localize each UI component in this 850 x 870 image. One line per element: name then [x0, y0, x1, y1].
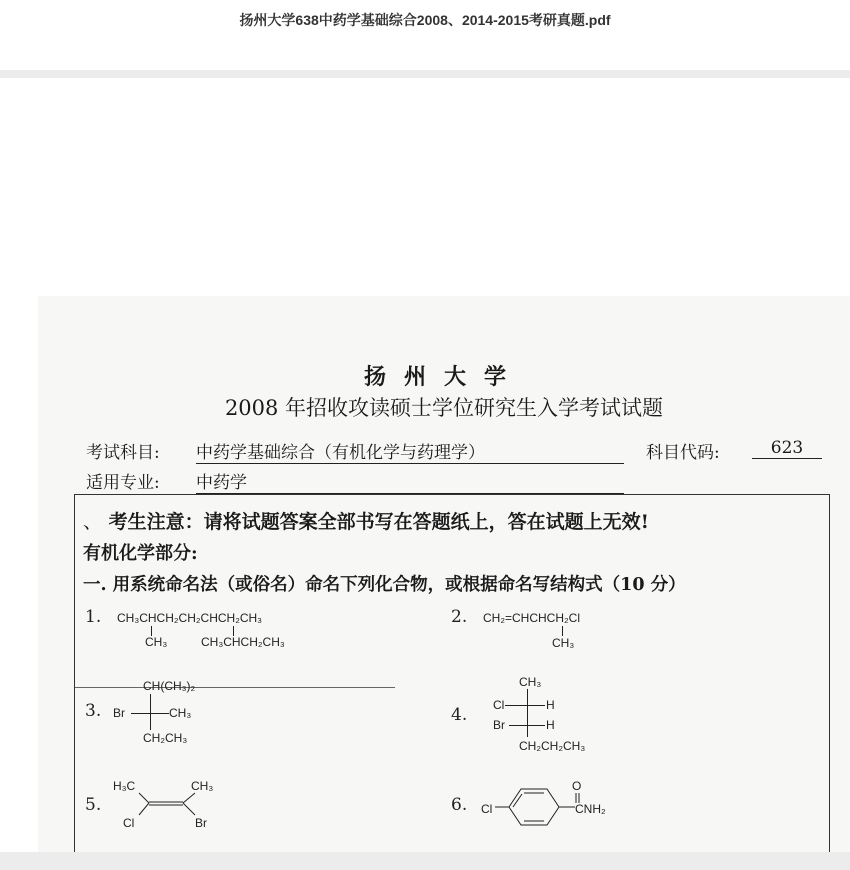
compound-6-oxygen: O [572, 779, 582, 793]
university-name: 扬州大学 [363, 364, 524, 390]
compound-4-bottom: CH₂CH₂CH₃ [519, 739, 586, 753]
item-number-3: 3. [85, 701, 102, 721]
compound-4-top: CH₃ [519, 675, 542, 689]
compound-5-bottom-right: Br [195, 816, 207, 830]
question-box [74, 494, 830, 855]
item-number-2: 2. [451, 607, 468, 627]
compound-6-amide: CNH₂ [575, 802, 606, 816]
major-label: 适用专业: [86, 473, 160, 493]
compound-1-substituent-2: CH₃CHCH₂CH₃ [201, 635, 285, 649]
toolbar-divider [0, 70, 850, 78]
subject-value: 中药学基础综合（有机化学与药理学） [196, 438, 624, 464]
notice-mark: 、 [83, 511, 103, 533]
item-number-5: 5. [85, 795, 102, 815]
scanned-page[interactable] [38, 296, 850, 852]
compound-5-alkene-bonds [125, 791, 205, 819]
compound-4-h1: H [546, 698, 555, 712]
compound-4-h2: H [546, 718, 555, 732]
section-title: 有机化学部分: [83, 543, 198, 564]
compound-4-br: Br [493, 718, 505, 732]
item-number-4: 4. [451, 705, 468, 725]
compound-5-bottom-left: Cl [123, 816, 135, 830]
item-number-1: 1. [85, 607, 102, 627]
bottom-scroll-band [0, 852, 850, 870]
document-title: 扬州大学638中药学基础综合2008、2014-2015考研真题.pdf [239, 12, 611, 28]
code-value: 623 [752, 438, 822, 459]
compound-3-left: Br [113, 706, 125, 720]
compound-2-main-chain: CH₂=CHCHCH₂Cl [483, 611, 580, 625]
compound-1-substituent-1: CH₃ [145, 635, 168, 649]
compound-1-main-chain: CH₃CHCH₂CH₂CHCH₂CH₃ [117, 611, 263, 625]
exam-title: 2008 年招收攻读硕士学位研究生入学考试试题 [224, 396, 664, 420]
major-value: 中药学 [196, 468, 624, 494]
compound-4-cl: Cl [493, 698, 505, 712]
subject-label: 考试科目: [86, 443, 160, 463]
compound-3-top: CH(CH₃)₂ [143, 679, 196, 693]
item-number-6: 6. [451, 795, 468, 815]
document-title-bar [0, 0, 850, 70]
code-label: 科目代码: [646, 443, 720, 463]
compound-5-top-right: CH₃ [191, 779, 214, 793]
compound-2-substituent: CH₃ [552, 636, 575, 650]
compound-3-bottom: CH₂CH₃ [143, 731, 188, 745]
question-heading: 一. 用系统命名法（或俗名）命名下列化合物，或根据命名写结构式（10 分） [83, 575, 686, 595]
compound-5-top-left: H₃C [113, 779, 136, 793]
notice-text: 考生注意：请将试题答案全部书写在答题纸上，答在试题上无效! [108, 511, 649, 533]
compound-6-cl: Cl [481, 802, 493, 816]
compound-3-right: CH₃ [169, 706, 192, 720]
